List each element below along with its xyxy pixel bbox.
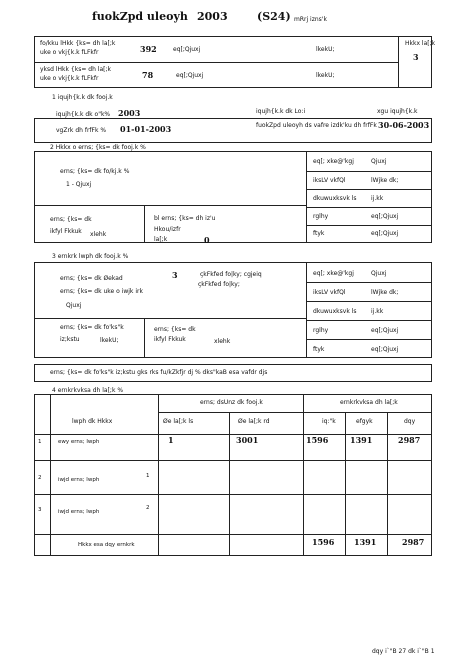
publication-date-value: 30-06-2003: [378, 120, 430, 130]
s2-row3-value: ij.kk: [371, 195, 384, 202]
s3-row2-value: lWjke dk;: [371, 289, 399, 296]
s2-row4-value: eq[;Qjuxj: [371, 213, 399, 220]
header-label-1b: uke o vkj{k.k fLFkfr: [40, 49, 99, 56]
section1-heading: 1 iqujh{k.k dk fooj.k: [52, 94, 113, 101]
s2-row2-value: lWjke dk;: [371, 177, 399, 184]
col-head-to: Øe la[;k rd: [238, 418, 270, 425]
col-head-part: lwph dk Hkkx: [72, 418, 113, 425]
assembly-status: lkekU;: [316, 46, 335, 53]
row1-total: 2987: [398, 435, 421, 445]
publication-date-label: fuokZpd uleoyh ds vafre izdk'ku dh frfFk: [256, 122, 377, 129]
s2-row1-value: Qjuxj: [371, 158, 387, 165]
col-head-male: iq:"k: [322, 418, 336, 425]
total-all: 2987: [402, 537, 425, 547]
row1-label: ewy erns; lwph: [58, 439, 100, 445]
row2-label: iwjd erns; lwph: [58, 477, 100, 483]
booth-value: 0: [204, 235, 210, 245]
booth-label3: la[;k: [154, 236, 168, 243]
row2-extra: 1: [146, 473, 150, 479]
section2-police-label2: ikfyl Fkkuk: [50, 228, 82, 235]
s3-row1-value: Qjuxj: [371, 270, 387, 277]
title-text: fuokZpd uleoyh: [92, 10, 188, 23]
special-purpose-value: lkekU;: [100, 337, 119, 344]
s2-row4-label: rglhy: [313, 213, 329, 220]
row1-female: 1391: [350, 435, 373, 445]
title-year: 2003: [197, 10, 228, 23]
row2-number: 2: [38, 475, 42, 481]
section2-police-value: xlehk: [90, 231, 107, 238]
note-text: erns; {ks= dk fo'ks"k iz;kstu gks rks fu/kZkfjr dj % dks"kaB esa vafdr djs: [50, 369, 268, 376]
booth-label: bl erns; {ks= dh iz'u: [154, 215, 216, 222]
row1-from: 1: [168, 435, 174, 445]
polling-address-label: erns; {ks= dk uke o iwjk irk: [60, 288, 143, 295]
row3-number: 3: [38, 507, 42, 513]
s2-row2-label: iksLV vkfQl: [313, 177, 346, 184]
area-label: erns; {ks= dk fo/kj.k %: [60, 168, 130, 175]
s3-row2-label: iksLV vkfQl: [313, 289, 346, 296]
year-label: iqujh{k.k dk o"k%: [56, 111, 111, 118]
parliament-name: eq[;Qjuxj: [176, 72, 204, 79]
assembly-name: eq[;Qjuxj: [173, 46, 201, 53]
section3-police-value: xlehk: [214, 338, 231, 345]
row1-male: 1596: [306, 435, 329, 445]
section3-police-label2: ikfyl Fkkuk: [154, 336, 186, 343]
polling-number-value: 3: [172, 270, 178, 280]
polling-number-label: erns; {ks= dk Øekad: [60, 275, 123, 282]
col-head-from: Øe la[;k ls: [163, 418, 194, 425]
qualifying-date-value: 01-01-2003: [120, 124, 172, 134]
revision-type-label: iqujh{k.k dk Lo:i: [256, 108, 306, 115]
section2-heading: 2 Hkkx o erns; {ks= dk fooj.k %: [50, 144, 146, 151]
title-suffix: mRrj izns'k: [294, 16, 327, 23]
special-purpose-label2: iz;kstu: [60, 336, 80, 343]
section3-heading: 3 ernkrk lwph dk fooj.k %: [52, 253, 129, 260]
total-label: Hkkx esa dqy ernkrk: [78, 542, 135, 548]
s3-row5-value: eq[;Qjuxj: [371, 346, 399, 353]
header-label-2a: yksd lHkk {ks= dh la[;k: [40, 66, 111, 73]
s2-row1-label: eq[; xke@'kgj: [313, 158, 354, 165]
total-male: 1596: [312, 537, 335, 547]
special-purpose-label: erns; {ks= dk fo'ks"k: [60, 324, 124, 331]
row1-number: 1: [38, 439, 42, 445]
parliament-status: lkekU;: [316, 72, 335, 79]
part-label: Hkkx la[;k: [405, 40, 436, 47]
s2-row3-label: dkuwuxksvk ls: [313, 195, 357, 202]
section3-police-label: erns; {ks= dk: [154, 326, 196, 333]
header-label-1a: fo/kku lHkk {ks= dh la[;k: [40, 40, 116, 47]
polling-name-line1: çkFkfed fo|ky; cgjeiq: [200, 271, 262, 278]
page-footer: dqy i`"B 27 dk i`"B 1: [372, 648, 435, 655]
section4-heading: 4 ernkrkvksa dh la[;k %: [52, 387, 124, 394]
revision-type-value: xgu iqujh{k.k: [377, 108, 418, 115]
part-number: 3: [413, 52, 419, 62]
header-label-2b: uke o vkj{k.k fLFkfr: [40, 75, 99, 82]
s3-row5-label: ftyk: [313, 346, 325, 353]
s2-row5-label: ftyk: [313, 230, 325, 237]
row3-label: iwjd erns; lwph: [58, 509, 100, 515]
row3-extra: 2: [146, 505, 150, 511]
s3-row4-label: rglhy: [313, 327, 329, 334]
row1-to: 3001: [236, 435, 259, 445]
polling-name-line2: çkFkfed fo|ky;: [198, 281, 240, 288]
total-female: 1391: [354, 537, 377, 547]
col-group-polling: erns; dsUnz dk fooj.k: [200, 399, 263, 406]
s3-row4-value: eq[;Qjuxj: [371, 327, 399, 334]
s2-row5-value: eq[;Qjuxj: [371, 230, 399, 237]
s3-row3-value: ij.kk: [371, 308, 384, 315]
title-code: (S24): [257, 10, 291, 23]
area-value: 1 - Qjuxj: [66, 181, 92, 188]
section2-police-label: erns; {ks= dk: [50, 216, 92, 223]
qualifying-date-label: vgZrk dh frfFk %: [56, 127, 107, 134]
polling-place-value: Qjuxj: [66, 302, 82, 309]
col-head-total: dqy: [404, 418, 416, 425]
parliament-number: 78: [142, 70, 154, 80]
booth-label2: Hkou/izfr: [154, 226, 181, 233]
s3-row1-label: eq[; xke@'kgj: [313, 270, 354, 277]
col-group-voters: ernkrkvksa dh la[;k: [340, 399, 398, 406]
s3-row3-label: dkuwuxksvk ls: [313, 308, 357, 315]
year-value: 2003: [118, 108, 141, 118]
col-head-female: efgyk: [356, 418, 373, 425]
assembly-number: 392: [140, 44, 157, 54]
